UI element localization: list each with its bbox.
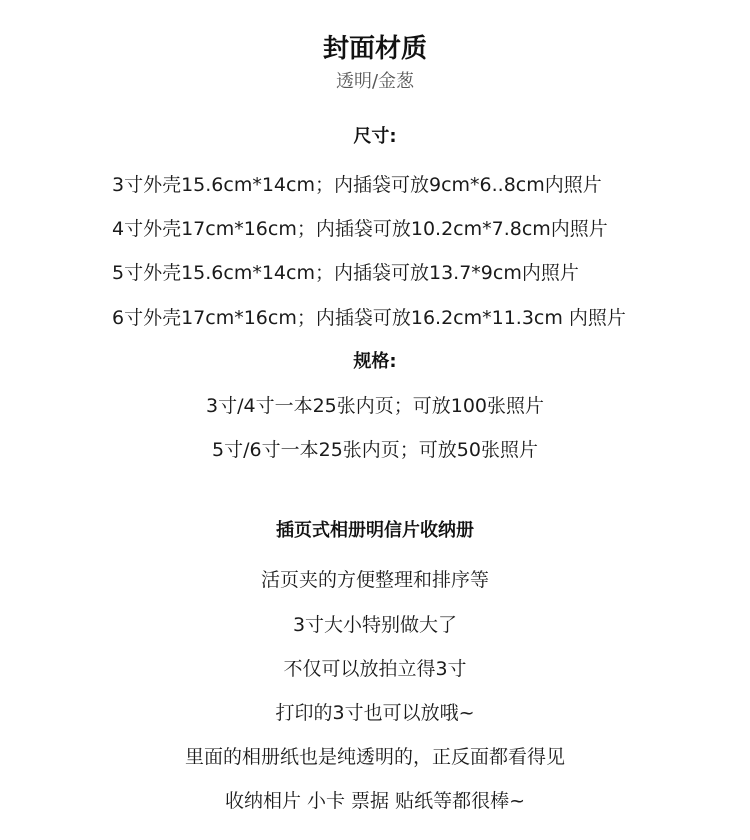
feature-line: 不仅可以放拍立得3寸 — [283, 658, 467, 680]
size-row-5-inch: 5寸外壳15.6cm*14cm；内插袋可放13.7*9cm内照片 — [112, 262, 579, 284]
size-row-4-inch: 4寸外壳17cm*16cm；内插袋可放10.2cm*7.8cm内照片 — [112, 218, 608, 240]
feature-line: 收纳相片 小卡 票据 贴纸等都很棒~ — [224, 790, 526, 812]
feature-line: 打印的3寸也可以放哦~ — [275, 702, 475, 724]
feature-line: 3寸大小特别做大了 — [292, 614, 458, 636]
size-heading: 尺寸: — [353, 126, 397, 147]
size-row-6-inch: 6寸外壳17cm*16cm；内插袋可放16.2cm*11.3cm 内照片 — [112, 307, 626, 329]
feature-title: 插页式相册明信片收纳册 — [276, 520, 474, 541]
spec-row-5-6-inch: 5寸/6寸一本25张内页；可放50张照片 — [212, 439, 538, 461]
size-row-3-inch: 3寸外壳15.6cm*14cm；内插袋可放9cm*6..8cm内照片 — [112, 174, 602, 196]
cover-material-subtitle: 透明/金葱 — [335, 71, 415, 92]
spec-heading: 规格: — [353, 351, 397, 372]
spec-row-3-4-inch: 3寸/4寸一本25张内页；可放100张照片 — [205, 395, 545, 417]
feature-line: 里面的相册纸也是纯透明的，正反面都看得见 — [184, 746, 565, 768]
feature-line: 活页夹的方便整理和排序等 — [260, 569, 489, 591]
page-title: 封面材质 — [322, 34, 427, 64]
